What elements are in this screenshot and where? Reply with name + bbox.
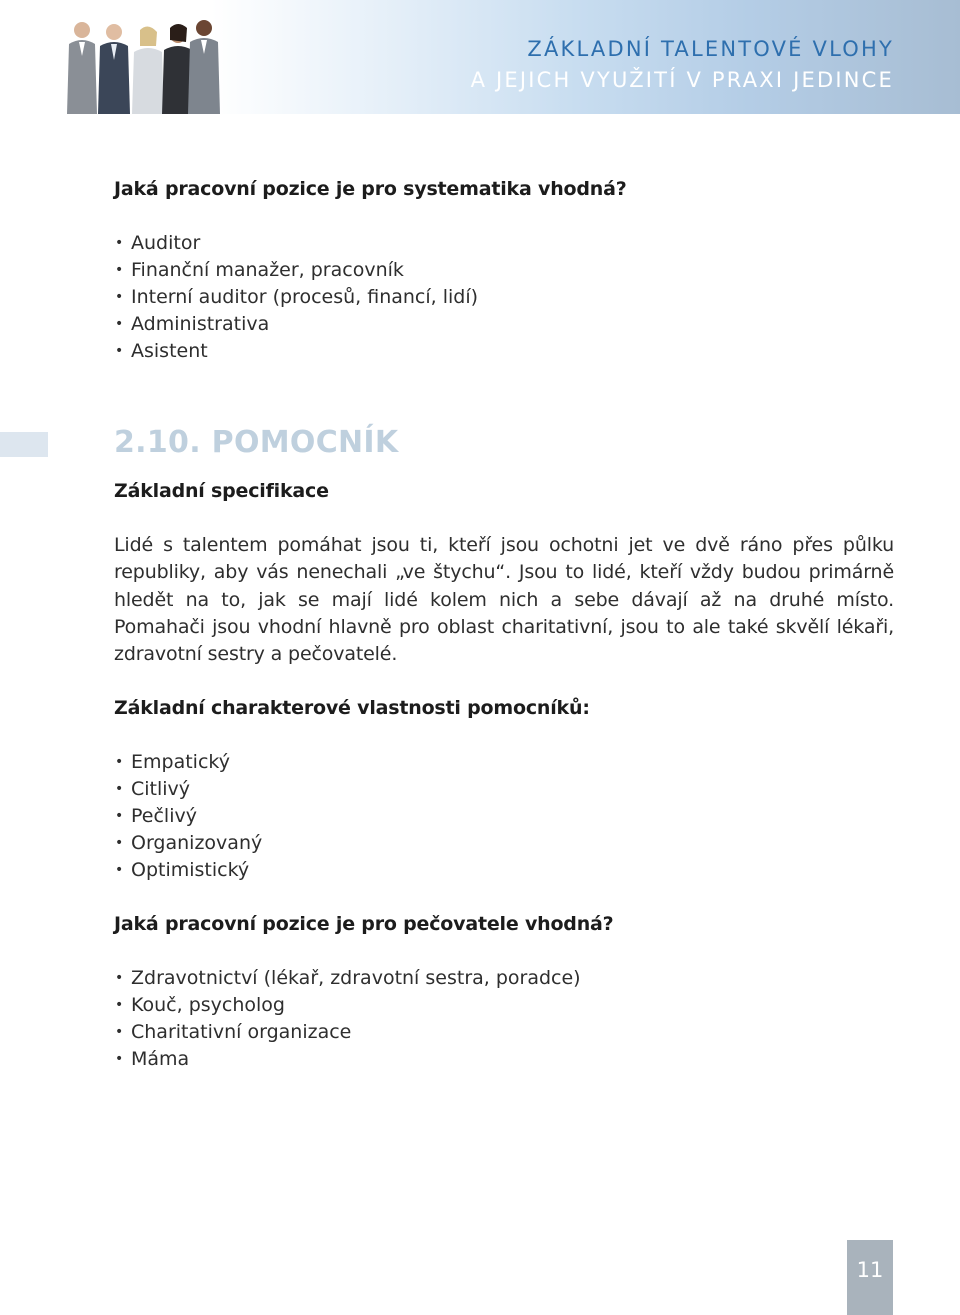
list-item-text: Administrativa bbox=[131, 313, 270, 335]
bullet: • bbox=[115, 316, 124, 332]
header-title-line1: ZÁKLADNÍ TALENTOVÉ VLOHY bbox=[527, 37, 894, 61]
list-item-text: Charitativní organizace bbox=[131, 1021, 352, 1044]
list-item bbox=[114, 830, 894, 857]
page-content bbox=[114, 176, 894, 1073]
list-traits bbox=[114, 749, 894, 884]
question-heading-pecovatel: Jaká pracovní pozice je pro pečovatele vhodná? bbox=[114, 913, 614, 936]
list-item bbox=[114, 257, 894, 284]
list-item bbox=[114, 1046, 894, 1073]
list-item-text: Optimistický bbox=[131, 859, 250, 882]
list-item bbox=[114, 284, 894, 311]
traits-heading: Základní charakterové vlastnosti pomocníků: bbox=[114, 697, 590, 720]
page-number: 11 bbox=[847, 1240, 893, 1315]
list-item-text: Pečlivý bbox=[131, 805, 197, 828]
list-item-text: Auditor bbox=[131, 232, 201, 254]
bullet: • bbox=[115, 235, 124, 251]
list-item-text: Asistent bbox=[131, 340, 208, 362]
bullet: • bbox=[115, 781, 124, 798]
list-item-text: Interní auditor (procesů, financí, lidí) bbox=[131, 286, 479, 308]
bullet: • bbox=[115, 997, 124, 1014]
list-item bbox=[114, 230, 894, 257]
list-pecovatel-positions bbox=[114, 965, 894, 1073]
list-item bbox=[114, 965, 894, 992]
list-item bbox=[114, 338, 894, 365]
bullet: • bbox=[115, 808, 124, 825]
list-systematik-positions bbox=[114, 230, 894, 365]
specification-paragraph: Lidé s talentem pomáhat jsou ti, kteří jsou ochotni jet ve dvě ráno přes půlku republiky, aby vás nenechali „ve štychu“. Jsou to lidé, kteří vždy budou primárně hledět na to, jak se mají lidé kolem nich a sebe dávají až na druhé místo. Pomahači jsou vhodní hlavně pro oblast charitativní, jsou to ale také skvělí lékaři, zdravotní sestry a pečovatelé. bbox=[114, 534, 894, 666]
bullet: • bbox=[115, 1051, 124, 1068]
list-item-text: Máma bbox=[131, 1048, 190, 1071]
bullet: • bbox=[115, 262, 124, 278]
list-item bbox=[114, 1019, 894, 1046]
list-item-text: Organizovaný bbox=[131, 832, 263, 855]
list-item bbox=[114, 749, 894, 776]
list-item-text: Zdravotnictví (lékař, zdravotní sestra, poradce) bbox=[131, 967, 581, 990]
list-item-text: Empatický bbox=[131, 751, 230, 774]
list-item bbox=[114, 776, 894, 803]
bullet: • bbox=[115, 754, 124, 771]
list-item-text: Citlivý bbox=[131, 778, 191, 801]
specification-heading: Základní specifikace bbox=[114, 480, 329, 502]
bullet: • bbox=[115, 343, 124, 359]
bullet: • bbox=[115, 1024, 124, 1041]
section-title: 2.10. POMOCNÍK bbox=[114, 425, 399, 460]
list-item-text: Kouč, psycholog bbox=[131, 994, 285, 1017]
bullet: • bbox=[115, 289, 124, 305]
list-item bbox=[114, 992, 894, 1019]
list-item bbox=[114, 311, 894, 338]
header-title bbox=[471, 34, 894, 96]
bullet: • bbox=[115, 970, 124, 987]
business-people-photo bbox=[60, 8, 220, 114]
bullet: • bbox=[115, 862, 124, 879]
list-item bbox=[114, 857, 894, 884]
list-item bbox=[114, 803, 894, 830]
bullet: • bbox=[115, 835, 124, 852]
list-item-text: Finanční manažer, pracovník bbox=[131, 259, 404, 281]
header-title-line2: A JEJICH VYUŽITÍ V PRAXI JEDINCE bbox=[470, 68, 894, 92]
section-marker-bar bbox=[0, 432, 48, 457]
page-header bbox=[0, 0, 960, 114]
question-heading-systematik: Jaká pracovní pozice je pro systematika vhodná? bbox=[114, 178, 627, 200]
